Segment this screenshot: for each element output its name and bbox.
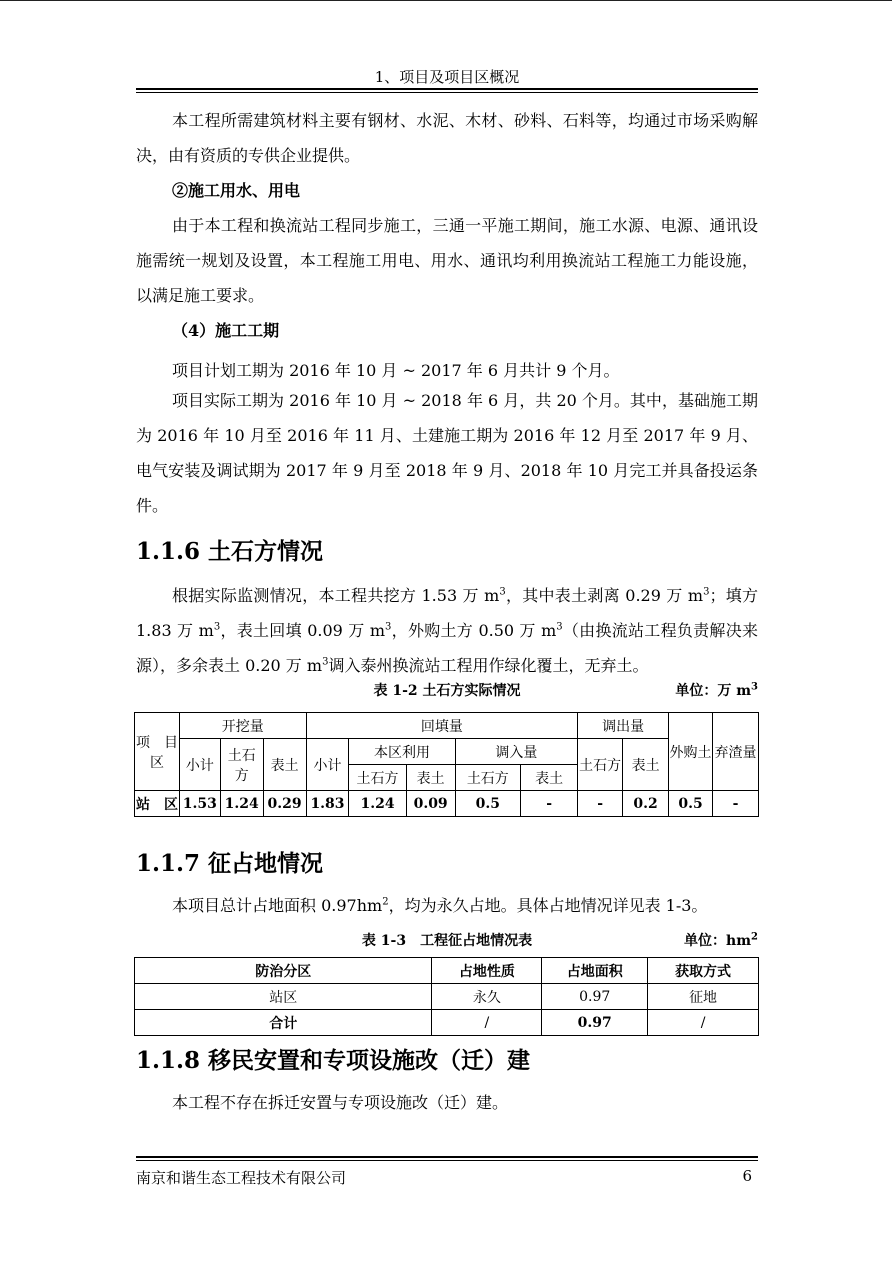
th-excavation: 开挖量	[179, 713, 306, 739]
paragraph-materials: 本工程所需建筑材料主要有钢材、水泥、木材、砂料、石料等，均通过市场采购解决，由有资质的专供企业提供。	[136, 111, 758, 165]
cell-v4: 1.83	[306, 791, 349, 817]
table-1-2-title: 表 1-2 土石方实际情况	[373, 683, 521, 699]
cell-v3: 0.29	[263, 791, 306, 817]
paragraph-actual-schedule: 项目实际工期为 2016 年 10 月 ~ 2018 年 6 月，共 20 个月。其中，基础施工期为 2016 年 10 月至 2016 年 11 月、土建施工期为 2016 年 12 月至 2017 年 9 月、电气安装及调试期为 2017 年 9 月至 2018 年 9 月、2018 年 10 月完工并具备投运条件。	[136, 391, 758, 515]
cell-v6: 0.09	[406, 791, 455, 817]
footer-rule	[136, 1156, 758, 1161]
th-out-topsoil: 表土	[623, 739, 669, 791]
paragraph-water-power: 由于本工程和换流站工程同步施工，三通一平施工期间，施工水源、电源、通讯设施需统一规划及设置，本工程施工用电、用水、通讯均利用换流站工程施工力能设施，以满足施工要求。	[136, 216, 758, 305]
cell-nature: 永久	[432, 984, 542, 1010]
land-use-table	[134, 957, 759, 1036]
cell-total-method: /	[648, 1010, 759, 1036]
cell-v12: -	[712, 791, 758, 817]
table-1-3-title: 表 1-3 工程征占地情况表	[361, 933, 533, 949]
cell-v10: 0.2	[623, 791, 669, 817]
page-number: 6	[742, 1167, 752, 1185]
paragraph-planned-schedule: 项目计划工期为 2016 年 10 月 ~ 2017 年 6 月共计 9 个月。	[172, 361, 620, 380]
th-zone: 防治分区	[135, 958, 432, 984]
th-method: 获取方式	[648, 958, 759, 984]
table-1-2-unit: 单位：万 $m^3$	[675, 681, 758, 699]
subheading-schedule: （4）施工工期	[172, 321, 280, 340]
cell-v5: 1.24	[349, 791, 406, 817]
cell-total-nature: /	[432, 1010, 542, 1036]
cell-zone: 站 区	[135, 791, 180, 817]
table-row	[135, 984, 759, 1010]
th-exc-topsoil: 表土	[263, 739, 306, 791]
th-fill: 回填量	[306, 713, 578, 739]
table-row	[135, 791, 759, 817]
header-rule	[136, 88, 758, 93]
th-out: 调出量	[578, 713, 669, 739]
th-nature: 占地性质	[432, 958, 542, 984]
th-exc-subtotal: 小计	[179, 739, 220, 791]
paragraph-land-use: 本项目总计占地面积 $0.97hm^2$，均为永久占地。具体占地情况详见表 1-3。	[172, 896, 708, 915]
cell-v9: -	[578, 791, 623, 817]
th-fill-local: 本区利用	[349, 739, 455, 765]
cell-total-label: 合计	[135, 1010, 432, 1036]
th-area: 占地面积	[542, 958, 648, 984]
th-out-earthstone: 土石方	[578, 739, 623, 791]
cell-area: 0.97	[542, 984, 648, 1010]
cell-v2: 1.24	[220, 791, 263, 817]
heading-earthwork: 1.1.6 土石方情况	[136, 538, 324, 565]
th-item: 项 目区	[135, 713, 180, 791]
th-waste: 弃渣量	[712, 713, 758, 791]
heading-resettlement: 1.1.8 移民安置和专项设施改（迁）建	[136, 1047, 531, 1074]
th-exc-earthstone: 土石方	[220, 739, 263, 791]
footer-company: 南京和谐生态工程技术有限公司	[136, 1169, 347, 1187]
th-local-topsoil: 表土	[406, 765, 455, 791]
table-row	[135, 1010, 759, 1036]
heading-land-use: 1.1.7 征占地情况	[136, 850, 324, 877]
cell-zone: 站区	[135, 984, 432, 1010]
cell-total-area: 0.97	[542, 1010, 648, 1036]
th-buy: 外购土	[669, 713, 713, 791]
th-local-earthstone: 土石方	[349, 765, 406, 791]
table-1-3-unit: 单位：$hm^2$	[684, 931, 758, 949]
th-in-topsoil: 表土	[521, 765, 578, 791]
cell-v1: 1.53	[179, 791, 220, 817]
page-footer	[136, 1167, 758, 1188]
running-header: 1、项目及项目区概况	[374, 68, 520, 86]
subheading-water-power: ②施工用水、用电	[172, 181, 301, 200]
earthwork-table	[134, 712, 759, 817]
th-in-earthstone: 土石方	[455, 765, 520, 791]
cell-v8: -	[521, 791, 578, 817]
cell-v7: 0.5	[455, 791, 520, 817]
th-fill-subtotal: 小计	[306, 739, 349, 791]
th-fill-in: 调入量	[455, 739, 578, 765]
cell-method: 征地	[648, 984, 759, 1010]
paragraph-resettlement: 本工程不存在拆迁安置与专项设施改（迁）建。	[172, 1093, 509, 1112]
cell-v11: 0.5	[669, 791, 713, 817]
page-top-border	[0, 0, 892, 1]
paragraph-earthwork: 根据实际监测情况，本工程共挖方 1.53 万 $m^3$，其中表土剥离 0.29 万 $m^3$；填方 1.83 万 $m^3$，表土回填 0.09 万 $m^3$，外购土方 0.50 万 $m^3$（由换流站工程负责解决来源），多余表土 0.20 万 $m^3$调入泰州换流站工程用作绿化覆土，无弃土。	[136, 586, 758, 675]
